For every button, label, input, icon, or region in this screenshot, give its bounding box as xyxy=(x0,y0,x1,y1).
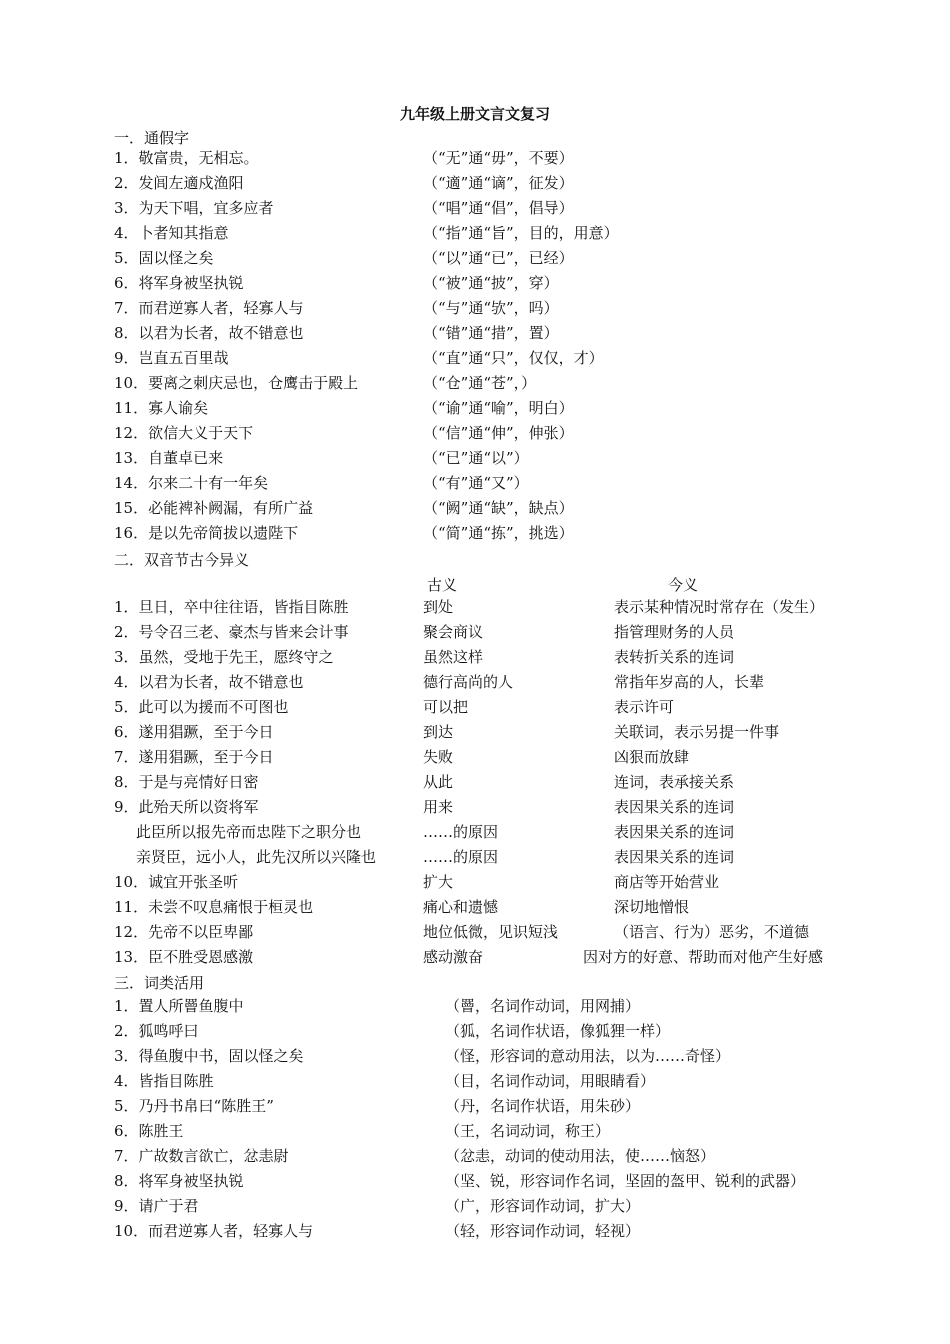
table-cell-jin: 深切地憎恨 xyxy=(614,898,690,916)
table-cell-gu: ……的原因 xyxy=(423,848,499,866)
table-cell-jin: 连词，表承接关系 xyxy=(614,773,735,791)
list-item-note: （广，形容词作动词，扩大） xyxy=(445,1197,641,1215)
list-item-note: （“错”通“措”，置） xyxy=(423,324,559,342)
table-row-text: 此臣所以报先帝而忠陛下之职分也 xyxy=(136,823,362,841)
table-cell-jin: 指管理财务的人员 xyxy=(614,623,735,641)
list-item-note: （“唱”通“倡”，倡导） xyxy=(423,199,574,217)
section-heading-tongjiazi: 一．通假字 xyxy=(114,129,190,147)
table-cell-gu: 虽然这样 xyxy=(423,648,484,666)
list-item: 7．广故数言欲亡，忿恚尉 xyxy=(114,1147,289,1165)
table-cell-gu: 失败 xyxy=(423,748,454,766)
table-cell-jin: 常指年岁高的人，长辈 xyxy=(614,673,765,691)
table-row-text: 4．以君为长者，故不错意也 xyxy=(114,673,304,691)
list-item-note: （“適”通“谪”，征发） xyxy=(423,174,574,192)
list-item-note: （“被”通“披”，穿） xyxy=(423,274,559,292)
list-item-note: （丹，名词作状语，用朱砂） xyxy=(445,1097,641,1115)
table-cell-jin: 表因果关系的连词 xyxy=(614,823,735,841)
list-item-note: （“无”通“毋”，不要） xyxy=(423,149,574,167)
table-cell-gu: 扩大 xyxy=(423,873,454,891)
list-item: 1．敬富贵，无相忘。 xyxy=(114,149,259,167)
list-item: 8．将军身被坚执锐 xyxy=(114,1172,244,1190)
table-cell-jin: 表示许可 xyxy=(614,698,675,716)
list-item: 7．而君逆寡人者，轻寡人与 xyxy=(114,299,304,317)
list-item-note: （怪，形容词的意动用法，以为……奇怪） xyxy=(445,1047,731,1065)
list-item: 11．寡人谕矣 xyxy=(114,399,209,417)
column-header-jin: 今义 xyxy=(668,576,699,594)
table-cell-jin: 表因果关系的连词 xyxy=(614,798,735,816)
table-cell-jin: （语言、行为）恶劣，不道德 xyxy=(614,923,810,941)
list-item-note: （目，名词作动词，用眼睛看） xyxy=(445,1072,656,1090)
list-item-note: （“已”通“以”） xyxy=(423,449,529,467)
table-cell-gu: 痛心和遗憾 xyxy=(423,898,499,916)
list-item-note: （“信”通“伸”，伸张） xyxy=(423,424,574,442)
table-cell-gu: 感动激奋 xyxy=(423,948,484,966)
table-row-text: 2．号令召三老、豪杰与皆来会计事 xyxy=(114,623,349,641)
table-cell-gu: 到达 xyxy=(423,723,454,741)
section-heading-gujinyiyi: 二．双音节古今异义 xyxy=(114,551,250,569)
list-item-note: （“有”通“又”） xyxy=(423,474,529,492)
list-item: 6．将军身被坚执锐 xyxy=(114,274,244,292)
list-item: 2．发闾左適戍渔阳 xyxy=(114,174,244,192)
table-cell-gu: 用来 xyxy=(423,798,454,816)
list-item-note: （“仓”通“苍”，） xyxy=(423,374,537,392)
list-item: 9．请广于君 xyxy=(114,1197,199,1215)
table-row-text: 11．未尝不叹息痛恨于桓灵也 xyxy=(114,898,314,916)
table-cell-gu: 聚会商议 xyxy=(423,623,484,641)
list-item-note: （轻，形容词作动词，轻视） xyxy=(445,1222,641,1240)
list-item: 3．为天下唱，宜多应者 xyxy=(114,199,274,217)
list-item: 16．是以先帝简拔以遗陛下 xyxy=(114,524,299,542)
list-item: 1．置人所罾鱼腹中 xyxy=(114,997,244,1015)
table-cell-gu: 德行高尚的人 xyxy=(423,673,514,691)
list-item-note: （“谕”通“喻”，明白） xyxy=(423,399,574,417)
table-row-text: 6．遂用猖蹶，至于今日 xyxy=(114,723,274,741)
table-cell-gu: 地位低微，见识短浅 xyxy=(423,923,559,941)
table-cell-gu: 可以把 xyxy=(423,698,469,716)
list-item-note: （“直”通“只”，仅仅，才） xyxy=(423,349,604,367)
list-item: 3．得鱼腹中书，固以怪之矣 xyxy=(114,1047,304,1065)
list-item: 4．卜者知其指意 xyxy=(114,224,229,242)
table-row-text: 7．遂用猖蹶，至于今日 xyxy=(114,748,274,766)
list-item-note: （王，名词动词，称王） xyxy=(445,1122,611,1140)
table-row-text: 1．旦日，卒中往往语，皆指目陈胜 xyxy=(114,598,349,616)
list-item: 12．欲信大义于天下 xyxy=(114,424,254,442)
list-item-note: （忿恚，动词的使动用法，使……恼怒） xyxy=(445,1147,716,1165)
section-heading-cileihuoyong: 三．词类活用 xyxy=(114,974,205,992)
table-cell-jin: 表示某种情况时常存在（发生） xyxy=(614,598,825,616)
list-item: 5．固以怪之矣 xyxy=(114,249,214,267)
page-title: 九年级上册文言文复习 xyxy=(399,105,550,123)
table-row-text: 13．臣不胜受恩感激 xyxy=(114,948,254,966)
list-item: 13．自董卓已来 xyxy=(114,449,224,467)
list-item-note: （狐，名词作状语，像狐狸一样） xyxy=(445,1022,671,1040)
table-cell-jin: 商店等开始营业 xyxy=(614,873,720,891)
list-item: 2．狐鸣呼曰 xyxy=(114,1022,199,1040)
list-item-note: （“阙”通“缺”，缺点） xyxy=(423,499,574,517)
table-row-text: 3．虽然，受地于先王，愿终守之 xyxy=(114,648,334,666)
list-item-note: （“简”通“拣”，挑选） xyxy=(423,524,574,542)
list-item: 6．陈胜王 xyxy=(114,1122,184,1140)
table-cell-gu: ……的原因 xyxy=(423,823,499,841)
list-item: 14．尔来二十有一年矣 xyxy=(114,474,269,492)
table-cell-jin: 因对方的好意、帮助而对他产生好感 xyxy=(583,948,824,966)
table-row-text: 9．此殆天所以资将军 xyxy=(114,798,259,816)
table-row-text: 8．于是与亮情好日密 xyxy=(114,773,259,791)
table-cell-jin: 凶狠而放肆 xyxy=(614,748,690,766)
table-row-text: 10．诚宜开张圣听 xyxy=(114,873,239,891)
table-row-text: 5．此可以为援而不可图也 xyxy=(114,698,289,716)
table-cell-gu: 到处 xyxy=(423,598,454,616)
list-item: 4．皆指目陈胜 xyxy=(114,1072,214,1090)
table-row-text: 亲贤臣，远小人，此先汉所以兴隆也 xyxy=(136,848,377,866)
list-item-note: （“指”通“旨”，目的，用意） xyxy=(423,224,619,242)
table-cell-gu: 从此 xyxy=(423,773,454,791)
table-cell-jin: 表因果关系的连词 xyxy=(614,848,735,866)
list-item-note: （“以”通“已”，已经） xyxy=(423,249,574,267)
table-row-text: 12．先帝不以臣卑鄙 xyxy=(114,923,254,941)
list-item-note: （“与”通“欤”，吗） xyxy=(423,299,559,317)
list-item: 5．乃丹书帛曰“陈胜王” xyxy=(114,1097,274,1115)
column-header-gu: 古义 xyxy=(427,576,458,594)
list-item-note: （罾，名词作动词，用网捕） xyxy=(445,997,641,1015)
table-cell-jin: 表转折关系的连词 xyxy=(614,648,735,666)
list-item-note: （坚、锐，形容词作名词，坚固的盔甲、锐利的武器） xyxy=(445,1172,806,1190)
list-item: 8．以君为长者，故不错意也 xyxy=(114,324,304,342)
list-item: 9．岂直五百里哉 xyxy=(114,349,229,367)
table-cell-jin: 关联词，表示另提一件事 xyxy=(614,723,780,741)
list-item: 10．要离之刺庆忌也，仓鹰击于殿上 xyxy=(114,374,359,392)
list-item: 15．必能裨补阙漏，有所广益 xyxy=(114,499,314,517)
list-item: 10．而君逆寡人者，轻寡人与 xyxy=(114,1222,314,1240)
